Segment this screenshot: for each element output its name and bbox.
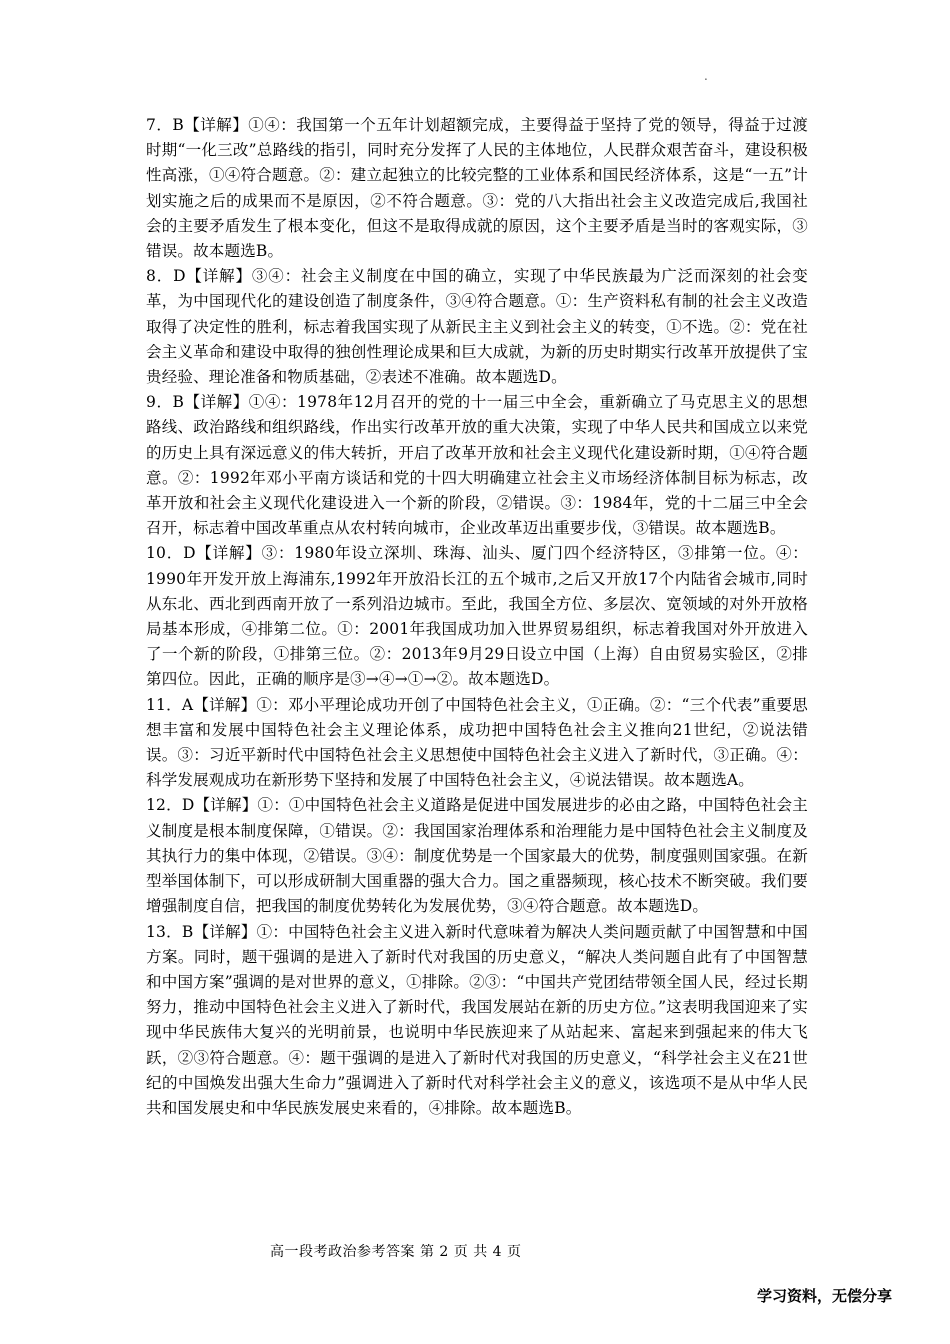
answer-12: 12．D【详解】①：①中国特色社会主义道路是促进中国发展进步的必由之路，中国特色社会主义制度是根本制度保障，①错误。②：我国国家治理体系和治理能力是中国特色社会主义制度及其执行力的集中体现，②错误。③④：制度优势是一个国家最大的优势，制度强则国家强。在新型举国体制下，可以形成研制大国重器的强大合力。国之重器频现，核心技术不断突破。我们要增强制度自信，把我国的制度优势转化为发展优势，③④符合题意。故本题选D。 [146,796,808,916]
answer-explanations [146,113,808,1121]
answer-11: 11．A【详解】①：邓小平理论成功开创了中国特色社会主义，①正确。②：“三个代表”重要思想丰富和发展中国特色社会主义理论体系，成功把中国特色社会主义推向21世纪，②说法错误。③：习近平新时代中国特色社会主义思想使中国特色社会主义进入了新时代，③正确。④：科学发展观成功在新形势下坚持和发展了中国特色社会主义，④说法错误。故本题选A。 [146,695,808,790]
answer-10: 10．D【详解】③：1980年设立深圳、珠海、汕头、厦门四个经济特区，③排第一位。④：1990年开发开放上海浦东,1992年开放沿长江的五个城市,之后又开放17个内陆省会城市,同时从东北、西北到西南开放了一系列沿边城市。至此，我国全方位、多层次、宽领域的对外开放格局基本形成，④排第二位。①：2001年我国成功加入世界贸易组织，标志着我国对外开放进入了一个新的阶段，①排第三位。②：2013年9月29日设立中国（上海）自由贸易实验区，②排第四位。因此，正确的顺序是③→④→①→②。故本题选D。 [146,544,808,689]
answer-8: 8．D【详解】③④：社会主义制度在中国的确立，实现了中华民族最为广泛而深刻的社会变革，为中国现代化的建设创造了制度条件，③④符合题意。①：生产资料私有制的社会主义改造取得了决定性的胜利，标志着我国实现了从新民主主义到社会主义的转变，①不选。②：党在社会主义革命和建设中取得的独创性理论成果和巨大成就，为新的历史时期实行改革开放提供了宝贵经验、理论准备和物质基础，②表述不准确。故本题选D。 [146,267,808,387]
answer-9: 9．B【详解】①④：1978年12月召开的党的十一届三中全会，重新确立了马克思主义的思想路线、政治路线和组织路线，作出实行改革开放的重大决策，实现了中华人民共和国成立以来党的历史上具有深远意义的伟大转折，开启了改革开放和社会主义现代化建设新时期，①④符合题意。②：1992年邓小平南方谈话和党的十四大明确建立社会主义市场经济体制目标为标志，改革开放和社会主义现代化建设进入一个新的阶段，②错误。③：1984年，党的十二届三中全会召开，标志着中国改革重点从农村转向城市，企业改革迈出重要步伐，③错误。故本题选B。 [146,393,808,538]
watermark-text: 学习资料，无偿分享 [756,1287,892,1305]
header-dot: . [704,69,708,83]
answer-13: 13．B【详解】①：中国特色社会主义进入新时代意味着为解决人类问题贡献了中国智慧和中国方案。同时，题干强调的是进入了新时代对我国的历史意义，“解决人类问题自此有了中国智慧和中国方案”强调的是对世界的意义，①排除。②③：“中国共产党团结带领全国人民，经过长期努力，推动中国特色社会主义进入了新时代，我国发展站在新的历史方位。”这表明我国迎来了实现中华民族伟大复兴的光明前景，也说明中华民族迎来了从站起来、富起来到强起来的伟大飞跃，②③符合题意。④：题干强调的是进入了新时代对我国的历史意义，“科学社会主义在21世纪的中国焕发出强大生命力”强调进入了新时代对科学社会主义的意义，该选项不是从中华人民共和国发展史和中华民族发展史来看的，④排除。故本题选B。 [146,922,808,1117]
answer-7: 7．B【详解】①④：我国第一个五年计划超额完成，主要得益于坚持了党的领导，得益于过渡时期“一化三改”总路线的指引，同时充分发挥了人民的主体地位，人民群众艰苦奋斗，建设积极性高涨，①④符合题意。②：建立起独立的比较完整的工业体系和国民经济体系，这是“一五”计划实施之后的成果而不是原因，②不符合题意。③：党的八大指出社会主义改造完成后,我国社会的主要矛盾发生了根本变化，但这不是取得成就的原因，这个主要矛盾是当时的客观实际，③错误。故本题选B。 [146,116,808,261]
page-footer: 高一段考政治参考答案 第 2 页 共 4 页 [270,1244,522,1260]
